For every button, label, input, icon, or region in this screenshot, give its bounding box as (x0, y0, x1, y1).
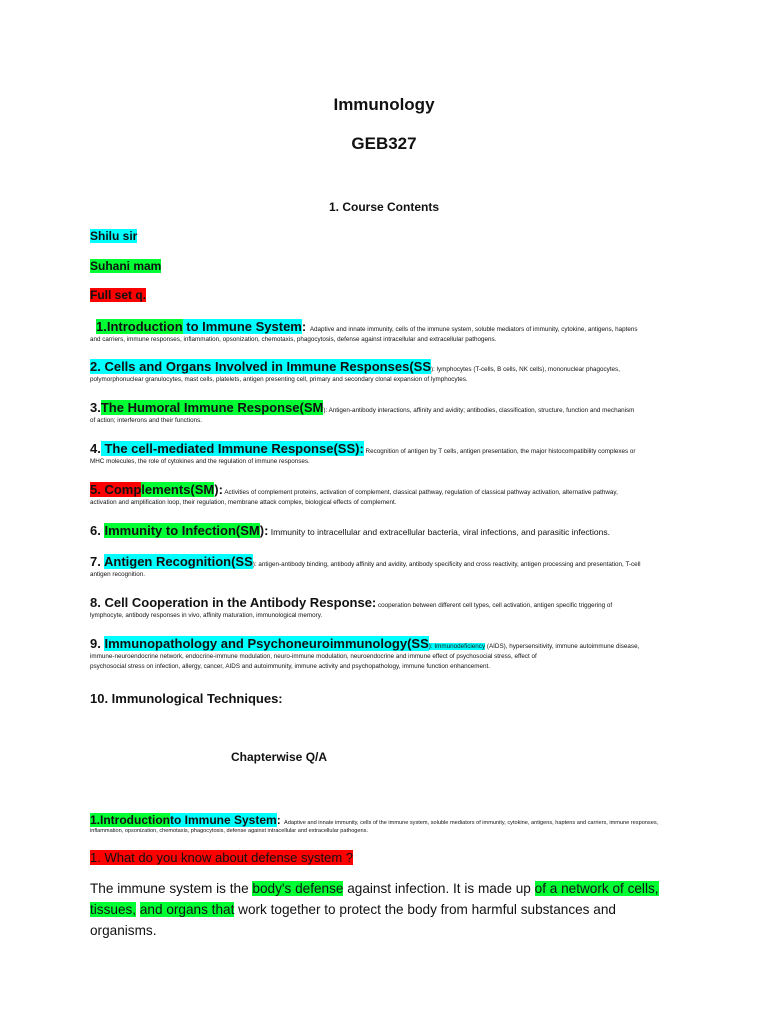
course-code: GEB327 (351, 134, 417, 153)
content-item-8: 8. Cell Cooperation in the Antibody Response: cooperation between different cell types, cell activation, antigen specific triggering of lymphocyte, antibody responses in vivo, affinity maturation, immunological memory. (90, 595, 613, 619)
chapter-intro-item: 1.Introductionto Immune System: Adaptive and innate immunity, cells of the immune system, soluble mediators of immunity, cytokine, antigens, haptens and carriers, immune responses, inflammation, opsonization, chemotaxis, phagocytosis, defense against intracellular and extracellular pathogens. (90, 813, 659, 834)
content-item-7: 7. Antigen Recognition(SS): antigen-antibody binding, antibody affinity and avidity, antibody specificity and cross reactivity, antigen processing and presentation, T-cell antigen recognition. (90, 554, 641, 578)
question-heading: 1. What do you know about defense system ? (90, 850, 354, 865)
label-suhani: Suhani mam (90, 259, 162, 273)
label-full-set: Full set q. (90, 288, 147, 302)
content-item-9: 9. Immunopathology and Psychoneuroimmunology(SS): Immunodeficiency (AIDS), hypersensitivity, immune autoimmune disease, immune-neuroendocrine network, endocrine-immune modulation, neuro-immune modulation, neuroendocrine and immune effect of psychosocial stress, effect of psychosocial stress on infection, allergy, cancer, AIDS and autoimmunity, immune activity and psychopathology, immune function enhancement. (90, 636, 640, 670)
document-title: Immunology (333, 95, 435, 114)
content-item-10: 10. Immunological Techniques: (90, 691, 283, 706)
label-shilu: Shilu sir (90, 229, 138, 243)
answer-paragraph: The immune system is the body's defense against infection. It is made up of a network of cells, tissues, and organs that work together to protect the body from harmful substances and organisms. (90, 881, 659, 938)
content-item-1: 1.Introduction to Immune System: Adaptive and innate immunity, cells of the immune system, soluble mediators of immunity, cytokine, antigens, haptens and carriers, immune responses, inflammation, opsonization, chemotaxis, phagocytosis, defense against intracellular and extracellular pathogens. (90, 319, 638, 343)
chapterwise-heading: Chapterwise Q/A (231, 750, 328, 764)
content-item-3: 3.The Humoral Immune Response(SM): Antigen-antibody interactions, affinity and avidity; antibodies, classification, structure, function and mechanism of action; interferons and their functions. (90, 400, 635, 424)
content-item-5: 5. Complements(SM): Activities of complement proteins, activation of complement, classical pathway, regulation of classical pathway activation, alternative pathway, activation and amplification loop, their regulation, membrane attack complex, biological effects of complement. (90, 482, 618, 506)
section-heading: 1. Course Contents (328, 200, 439, 214)
content-item-4: 4. The cell-mediated Immune Response(SS): Recognition of antigen by T cells, antigen presentation, the major histocompatibility complexes or MHC molecules, the role of cytokines and the regulation of immune responses. (90, 441, 636, 465)
content-item-2: 2. Cells and Organs Involved in Immune Responses(SS): lymphocytes (T-cells, B cells, NK cells), mononuclear phagocytes, polymorphonuclear granulocytes, mast cells, platelets, antigen presenting cell, primary and secondary clonal expansion of lymphocytes. (90, 359, 620, 383)
content-item-6: 6. Immunity to Infection(SM): Immunity to intracellular and extracellular bacteria, viral infections, and parasitic infections. (90, 523, 610, 538)
